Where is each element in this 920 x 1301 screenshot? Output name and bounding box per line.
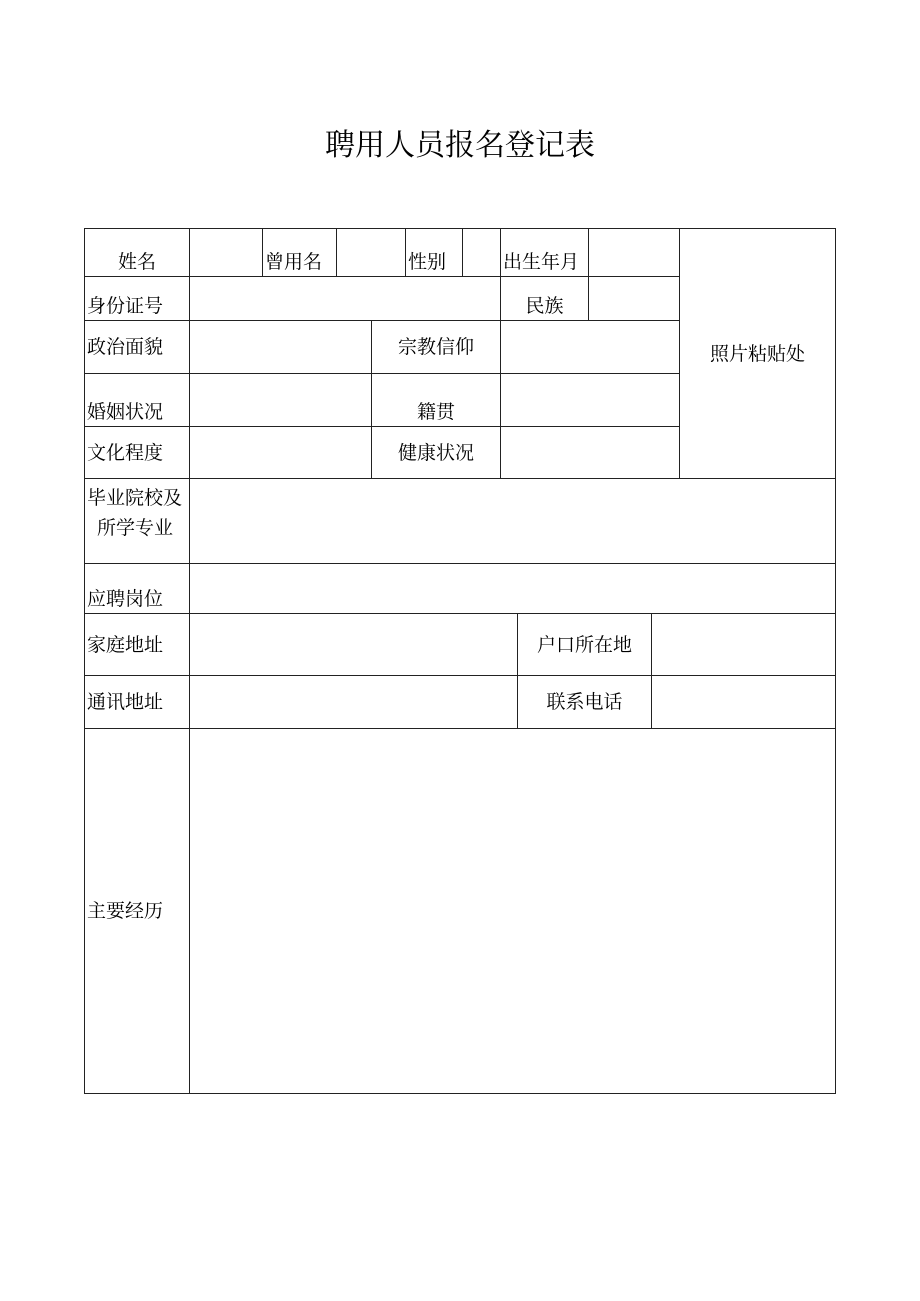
id-number-label: 身份证号 (84, 276, 190, 321)
position-field[interactable] (189, 563, 836, 614)
experience-field[interactable] (189, 728, 836, 1094)
phone-label: 联系电话 (517, 675, 652, 729)
political-status-field[interactable] (189, 320, 372, 374)
gender-field[interactable] (462, 228, 501, 277)
home-address-label: 家庭地址 (84, 613, 190, 676)
graduate-school-field[interactable] (189, 478, 836, 564)
form-title: 聘用人员报名登记表 (325, 128, 595, 163)
position-label: 应聘岗位 (84, 563, 190, 614)
ethnicity-field[interactable] (588, 276, 680, 321)
religion-label: 宗教信仰 (371, 320, 501, 374)
health-label: 健康状况 (371, 426, 501, 479)
phone-field[interactable] (651, 675, 836, 729)
education-label: 文化程度 (84, 426, 190, 479)
mailing-address-label: 通讯地址 (84, 675, 190, 729)
native-place-field[interactable] (500, 373, 680, 427)
graduate-school-label-line2: 所学专业 (97, 517, 174, 539)
education-field[interactable] (189, 426, 372, 479)
health-field[interactable] (500, 426, 680, 479)
experience-label: 主要经历 (84, 728, 190, 1094)
political-status-label: 政治面貌 (84, 320, 190, 374)
name-label: 姓名 (84, 228, 190, 277)
hukou-location-field[interactable] (651, 613, 836, 676)
name-field[interactable] (189, 228, 263, 277)
mailing-address-field[interactable] (189, 675, 518, 729)
birth-date-field[interactable] (588, 228, 680, 277)
photo-area[interactable]: 照片粘贴处 (679, 228, 836, 479)
home-address-field[interactable] (189, 613, 518, 676)
birth-date-label: 出生年月 (500, 228, 589, 277)
ethnicity-label: 民族 (500, 276, 589, 321)
graduate-school-label-line1: 毕业院校及 (87, 487, 183, 509)
hukou-location-label: 户口所在地 (517, 613, 652, 676)
marital-status-field[interactable] (189, 373, 372, 427)
graduate-school-label (84, 478, 190, 564)
marital-status-label: 婚姻状况 (84, 373, 190, 427)
former-name-label: 曾用名 (262, 228, 337, 277)
gender-label: 性别 (405, 228, 463, 277)
religion-field[interactable] (500, 320, 680, 374)
id-number-field[interactable] (189, 276, 501, 321)
former-name-field[interactable] (336, 228, 406, 277)
native-place-label: 籍贯 (371, 373, 501, 427)
